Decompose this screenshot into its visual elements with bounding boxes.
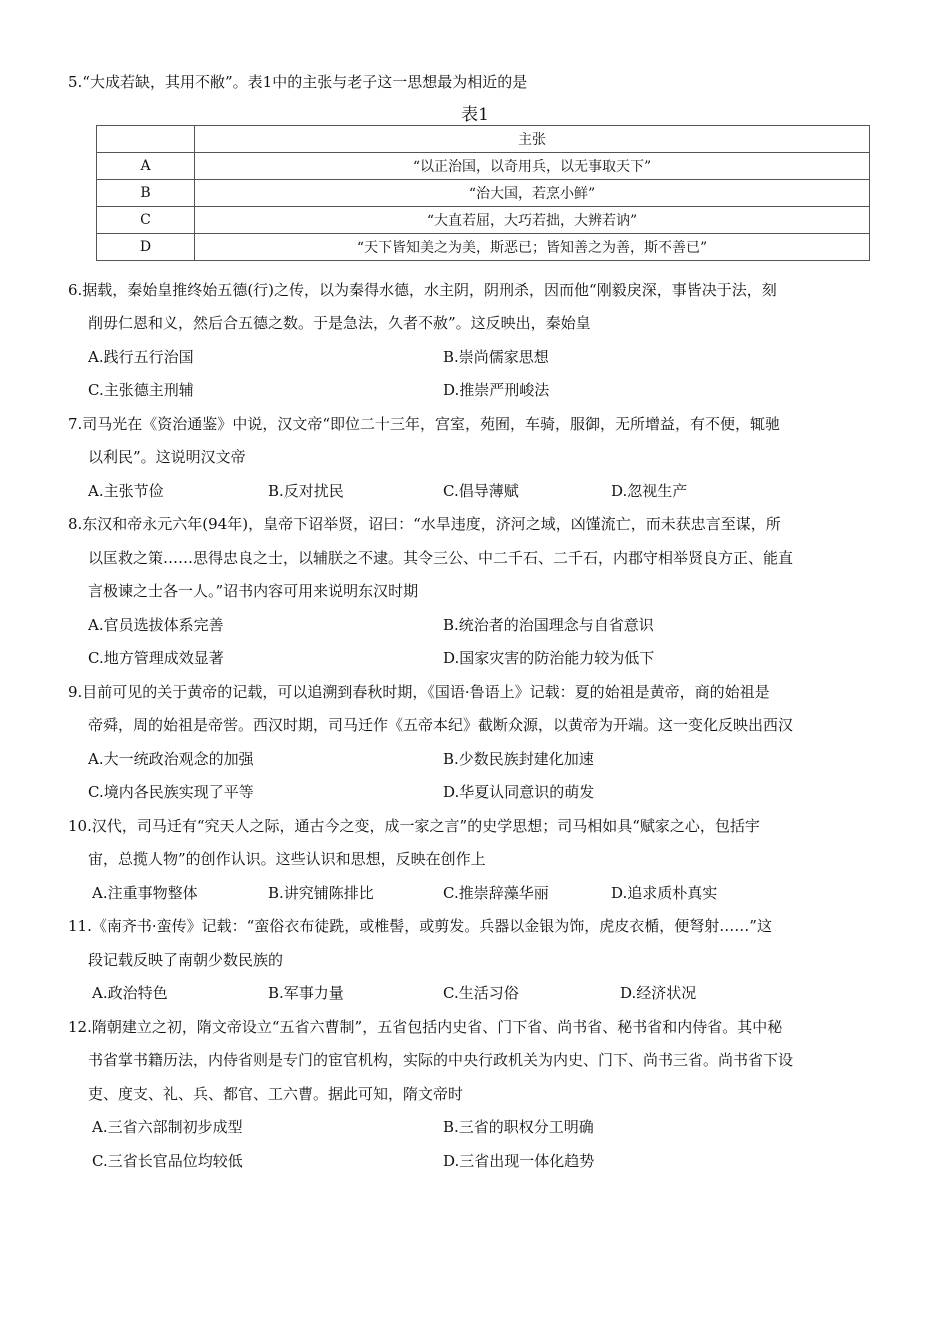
table-1: [96, 125, 870, 261]
q10-stem-line1: 10.汉代，司马迁有“究天人之际，通古今之变，成一家之言”的史学思想；司马相如具“赋家之心，包括宇: [68, 817, 760, 835]
q5-stem: 5.“大成若缺，其用不敝”。表1中的主张与老子这一思想最为相近的是: [68, 73, 528, 91]
q10-option-c[interactable]: C.推崇辞藻华丽: [443, 884, 549, 902]
q8-stem-line3: 言极谏之士各一人。”诏书内容可用来说明东汉时期: [88, 582, 419, 600]
table-row: [97, 153, 870, 180]
q10-stem-line2: 宙，总揽人物”的创作认识。这些认识和思想，反映在创作上: [88, 850, 486, 868]
row-text: “治大国，若烹小鲜”: [195, 180, 870, 207]
q6-stem-line1: 6.据载，秦始皇推终始五德(行)之传，以为秦得水德，水主阴，阴刑杀，因而他“刚毅戾深，事皆决于法，刻: [68, 281, 777, 299]
q9-option-a[interactable]: A.大一统政治观念的加强: [88, 750, 254, 768]
q9-option-c[interactable]: C.境内各民族实现了平等: [88, 783, 254, 801]
row-key: B: [97, 180, 195, 207]
table-row: [97, 180, 870, 207]
q7-option-d[interactable]: D.忽视生产: [611, 482, 688, 500]
q11-option-b[interactable]: B.军事力量: [268, 984, 344, 1002]
q12-option-d[interactable]: D.三省出现一体化趋势: [443, 1152, 595, 1170]
q12-option-b[interactable]: B.三省的职权分工明确: [443, 1118, 594, 1136]
q8-option-a[interactable]: A.官员选拔体系完善: [88, 616, 224, 634]
q8-option-c[interactable]: C.地方管理成效显著: [88, 649, 224, 667]
q8-option-d[interactable]: D.国家灾害的防治能力较为低下: [443, 649, 655, 667]
q7-stem-line1: 7.司马光在《资治通鉴》中说，汉文帝“即位二十三年，宫室，苑囿，车骑，服御，无所增益，有不便，辄驰: [68, 415, 780, 433]
q7-stem-line2: 以利民”。这说明汉文帝: [88, 448, 246, 466]
row-text: “大直若屈，大巧若拙，大辨若讷”: [195, 207, 870, 234]
q7-option-c[interactable]: C.倡导薄赋: [443, 482, 519, 500]
table-row: [97, 207, 870, 234]
row-text: “天下皆知美之为美，斯恶已；皆知善之为善，斯不善已”: [195, 234, 870, 261]
q11-option-d[interactable]: D.经济状况: [620, 984, 697, 1002]
q9-stem-line2: 帝舜，周的始祖是帝喾。西汉时期，司马迁作《五帝本纪》截断众源，以黄帝为开端。这一变化反映出西汉: [88, 716, 794, 734]
q8-stem-line1: 8.东汉和帝永元六年(94年)，皇帝下诏举贤，诏曰：“水旱违度，济河之域，凶馑流亡，而未获忠言至谋，所: [68, 515, 781, 533]
q12-option-c[interactable]: C.三省长官品位均较低: [92, 1152, 243, 1170]
q11-option-a[interactable]: A.政治特色: [92, 984, 168, 1002]
q12-stem-line2: 书省掌书籍历法，内侍省则是专门的宦官机构，实际的中央行政机关为内史、门下、尚书三省。尚书省下设: [88, 1051, 794, 1069]
q9-stem-line1: 9.目前可见的关于黄帝的记载，可以追溯到春秋时期，《国语·鲁语上》记载：夏的始祖是黄帝，商的始祖是: [68, 683, 770, 701]
row-key: A: [97, 153, 195, 180]
table-caption: 表1: [461, 105, 489, 125]
q8-option-b[interactable]: B.统治者的治国理念与自省意识: [443, 616, 654, 634]
table-header: 主张: [195, 126, 870, 153]
q9-option-d[interactable]: D.华夏认同意识的萌发: [443, 783, 595, 801]
row-key: C: [97, 207, 195, 234]
row-key: D: [97, 234, 195, 261]
q11-stem-line2: 段记载反映了南朝少数民族的: [88, 951, 284, 969]
q7-option-a[interactable]: A.主张节俭: [88, 482, 164, 500]
q6-option-a[interactable]: A.践行五行治国: [88, 348, 194, 366]
q12-option-a[interactable]: A.三省六部制初步成型: [92, 1118, 243, 1136]
q6-option-b[interactable]: B.崇尚儒家思想: [443, 348, 549, 366]
q10-option-b[interactable]: B.讲究铺陈排比: [268, 884, 374, 902]
q10-option-a[interactable]: A.注重事物整体: [92, 884, 198, 902]
q6-stem-line2: 削毋仁恩和义，然后合五德之数。于是急法，久者不赦”。这反映出，秦始皇: [88, 314, 591, 332]
q6-option-c[interactable]: C.主张德主刑辅: [88, 381, 194, 399]
q12-stem-line3: 吏、度支、礼、兵、都官、工六曹。据此可知，隋文帝时: [88, 1085, 464, 1103]
q11-option-c[interactable]: C.生活习俗: [443, 984, 519, 1002]
q6-option-d[interactable]: D.推崇严刑峻法: [443, 381, 550, 399]
table-header-row: [97, 126, 870, 153]
table-row: [97, 234, 870, 261]
q8-stem-line2: 以匡救之策……思得忠良之士，以辅朕之不逮。其令三公、中二千石、二千石，内郡守相举贤良方正、能直: [88, 549, 794, 567]
table-header-blank: [97, 126, 195, 153]
q10-option-d[interactable]: D.追求质朴真实: [611, 884, 718, 902]
q7-option-b[interactable]: B.反对扰民: [268, 482, 344, 500]
q9-option-b[interactable]: B.少数民族封建化加速: [443, 750, 594, 768]
row-text: “以正治国，以奇用兵，以无事取天下”: [195, 153, 870, 180]
q12-stem-line1: 12.隋朝建立之初，隋文帝设立“五省六曹制”，五省包括内史省、门下省、尚书省、秘书省和内侍省。其中秘: [68, 1018, 783, 1036]
q11-stem-line1: 11.《南齐书·蛮传》记载：“蛮俗衣布徒跣，或椎髻，或剪发。兵器以金银为饰，虎皮衣楯，便弩射……”这: [68, 917, 772, 935]
